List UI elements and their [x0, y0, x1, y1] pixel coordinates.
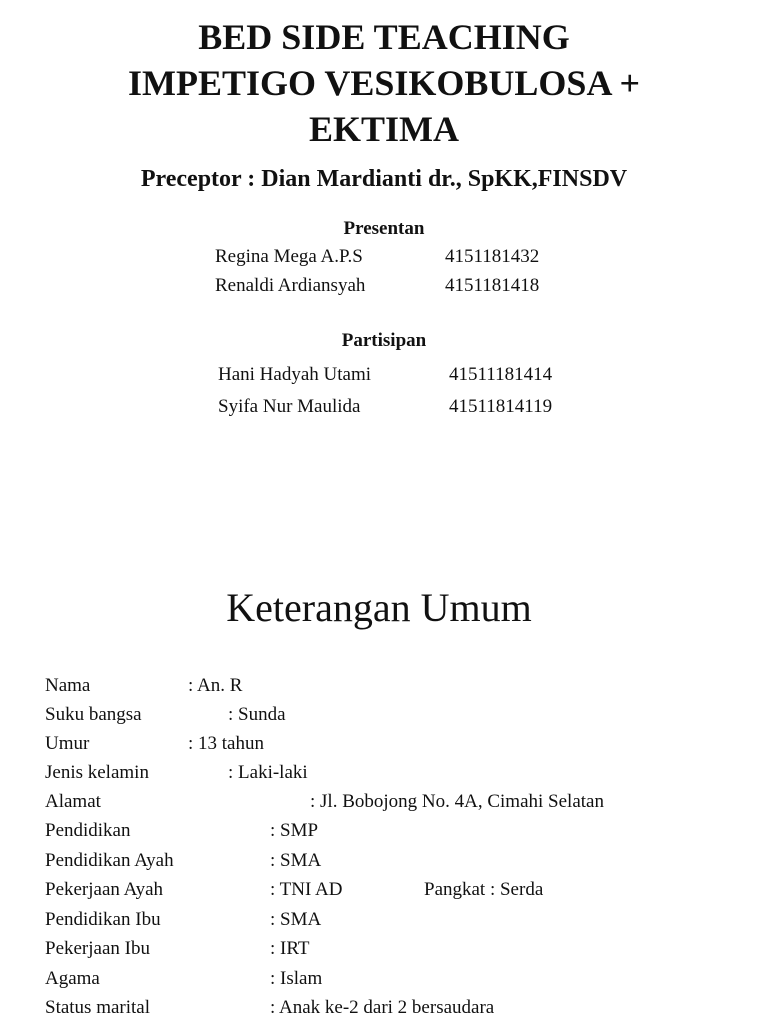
field-label-agama: Agama: [45, 968, 100, 989]
field-value-pangkat: Pangkat : Serda: [424, 879, 544, 900]
document-title-line-1: BED SIDE TEACHING: [198, 17, 570, 57]
field-value-pendidikan-ibu: : SMA: [270, 909, 322, 930]
presentan-name: Renaldi Ardiansyah: [215, 275, 366, 296]
field-value-pekerjaan-ayah: : TNI AD: [270, 879, 343, 900]
field-value-alamat: : Jl. Bobojong No. 4A, Cimahi Selatan: [310, 791, 604, 812]
field-label-pekerjaan-ayah: Pekerjaan Ayah: [45, 879, 164, 900]
field-value-agama: : Islam: [270, 968, 323, 989]
presentan-id: 4151181432: [445, 246, 540, 267]
field-value-pendidikan: : SMP: [270, 820, 319, 841]
field-value-status-marital: : Anak ke-2 dari 2 bersaudara: [270, 997, 495, 1018]
field-value-jenis-kelamin: : Laki-laki: [228, 762, 308, 783]
presentan-id: 4151181418: [445, 275, 540, 296]
partisipan-id: 41511814119: [449, 396, 553, 417]
field-label-nama: Nama: [45, 675, 91, 696]
field-label-pekerjaan-ibu: Pekerjaan Ibu: [45, 938, 150, 959]
field-value-umur: : 13 tahun: [188, 733, 264, 754]
partisipan-name: Syifa Nur Maulida: [218, 396, 361, 417]
partisipan-name: Hani Hadyah Utami: [218, 364, 372, 385]
field-label-umur: Umur: [45, 733, 90, 754]
field-value-suku-bangsa: : Sunda: [228, 704, 286, 725]
section-title: Keterangan Umum: [226, 585, 532, 630]
document-title-line-3: EKTIMA: [308, 109, 459, 149]
field-label-pendidikan-ayah: Pendidikan Ayah: [45, 850, 174, 871]
partisipan-heading: Partisipan: [341, 330, 427, 351]
presentan-heading: Presentan: [343, 218, 425, 239]
field-label-alamat: Alamat: [45, 791, 101, 812]
field-label-jenis-kelamin: Jenis kelamin: [45, 762, 149, 783]
presentan-name: Regina Mega A.P.S: [215, 246, 363, 267]
field-label-suku-bangsa: Suku bangsa: [45, 704, 142, 725]
field-value-pendidikan-ayah: : SMA: [270, 850, 322, 871]
preceptor-line: Preceptor : Dian Mardianti dr., SpKK,FINSDV: [140, 166, 628, 192]
field-value-nama: : An. R: [188, 675, 243, 696]
document-title-line-2: IMPETIGO VESIKOBULOSA +: [128, 63, 640, 103]
partisipan-id: 41511181414: [449, 364, 553, 385]
field-label-pendidikan: Pendidikan: [45, 820, 131, 841]
field-label-pendidikan-ibu: Pendidikan Ibu: [45, 909, 161, 930]
field-label-status-marital: Status marital: [45, 997, 151, 1018]
field-value-pekerjaan-ibu: : IRT: [270, 938, 310, 959]
